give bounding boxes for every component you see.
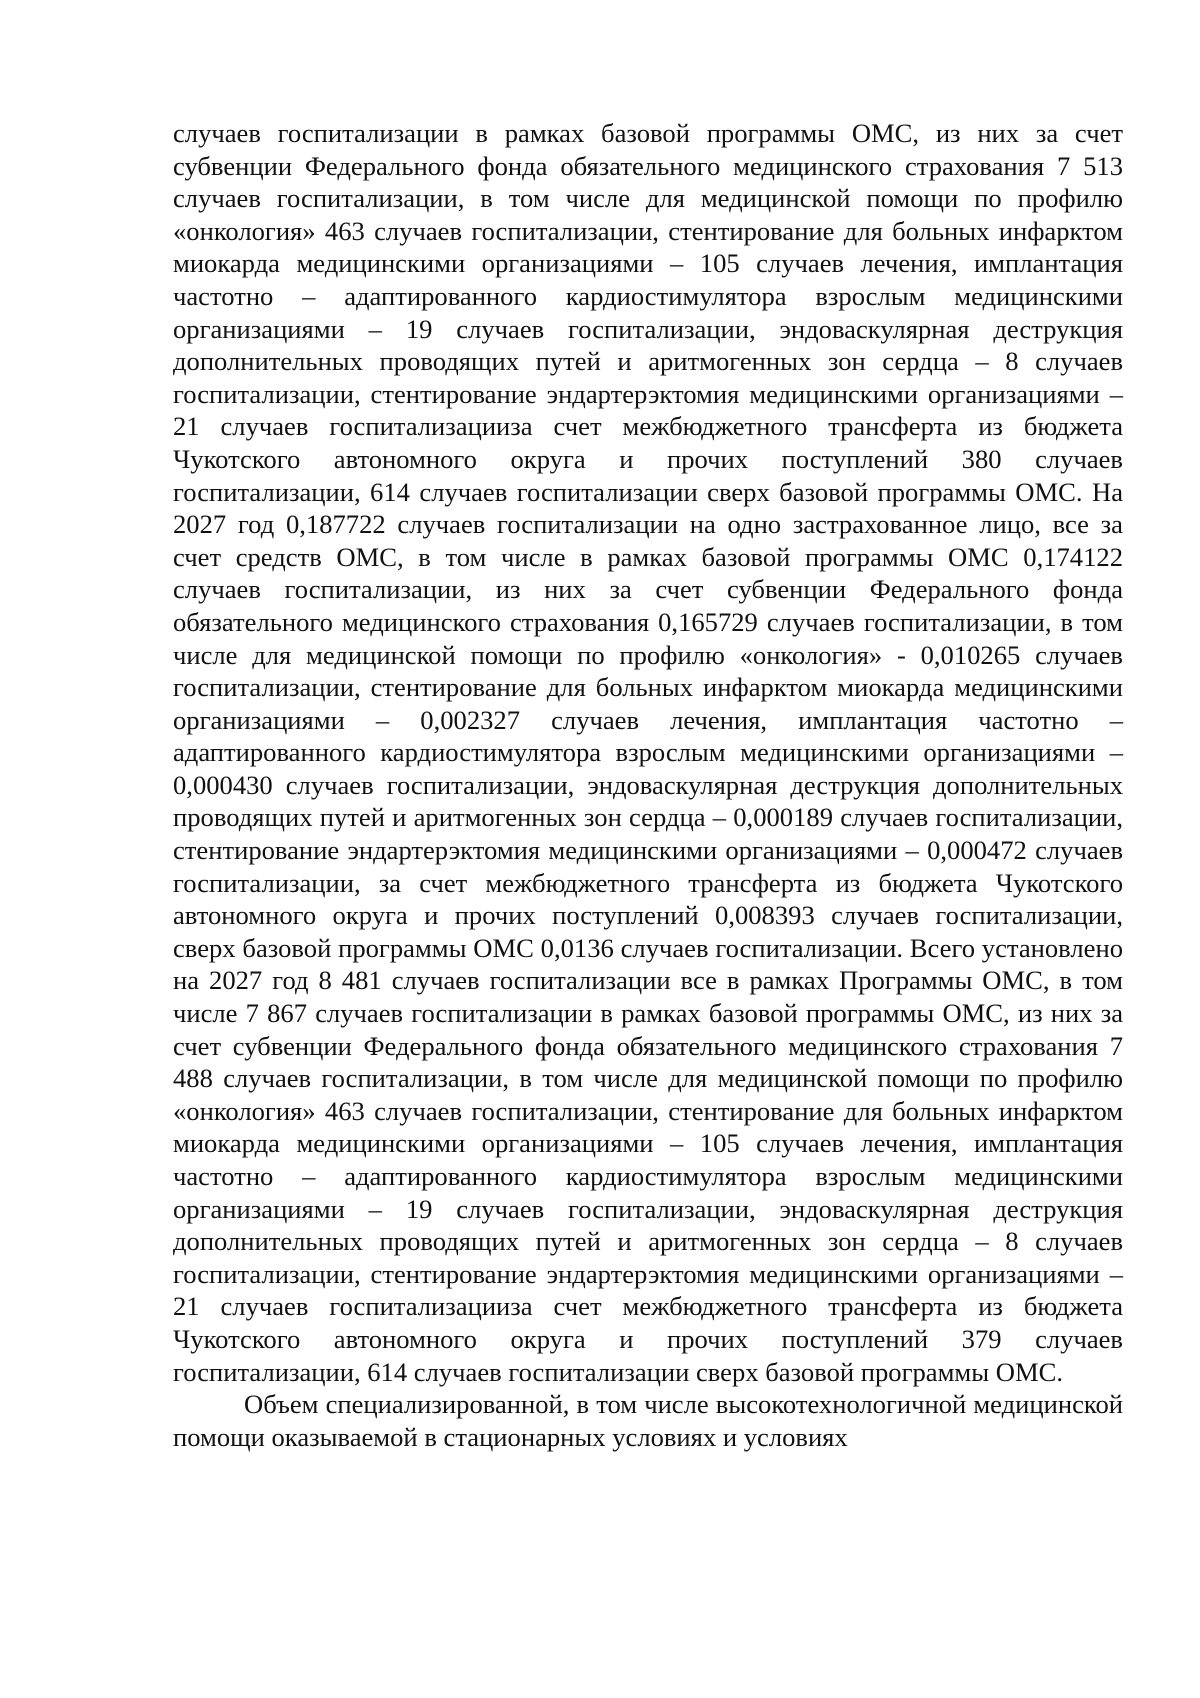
body-text: [173, 117, 1123, 1453]
paragraph-volume: Объем специализированной, в том числе высокотехнологичной медицинской помощи оказываемой в стационарных условиях и условиях: [173, 1389, 1123, 1452]
paragraph-continued: случаев госпитализации в рамках базовой программы ОМС, из них за счет субвенции Федерального фонда обязательного медицинского страхования 7 513 случаев госпитализации, в том числе для медицинской помощи по профилю «онкология» 463 случаев госпитализации, стентирование для больных инфарктом миокарда медицинскими организациями – 105 случаев лечения, имплантация частотно – адаптированного кардиостимулятора взрослым медицинскими организациями – 19 случаев госпитализации, эндоваскулярная деструкция дополнительных проводящих путей и аритмогенных зон сердца – 8 случаев госпитализации, стентирование эндартерэктомия медицинскими организациями – 21 случаев госпитализацииза счет межбюджетного трансферта из бюджета Чукотского автономного округа и прочих поступлений 380 случаев госпитализации, 614 случаев госпитализации сверх базовой программы ОМС. На 2027 год 0,187722 случаев госпитализации на одно застрахованное лицо, все за счет средств ОМС, в том числе в рамках базовой программы ОМС 0,174122 случаев госпитализации, из них за счет субвенции Федерального фонда обязательного медицинского страхования 0,165729 случаев госпитализации, в том числе для медицинской помощи по профилю «онкология» - 0,010265 случаев госпитализации, стентирование для больных инфарктом миокарда медицинскими организациями – 0,002327 случаев лечения, имплантация частотно – адаптированного кардиостимулятора взрослым медицинскими организациями – 0,000430 случаев госпитализации, эндоваскулярная деструкция дополнительных проводящих путей и аритмогенных зон сердца – 0,000189 случаев госпитализации, стентирование эндартерэктомия медицинскими организациями – 0,000472 случаев госпитализации, за счет межбюджетного трансферта из бюджета Чукотского автономного округа и прочих поступлений 0,008393 случаев госпитализации, сверх базовой программы ОМС 0,0136 случаев госпитализации. Всего установлено на 2027 год 8 481 случаев госпитализации все в рамках Программы ОМС, в том числе 7 867 случаев госпитализации в рамках базовой программы ОМС, из них за счет субвенции Федерального фонда обязательного медицинского страхования 7 488 случаев госпитализации, в том числе для медицинской помощи по профилю «онкология» 463 случаев госпитализации, стентирование для больных инфарктом миокарда медицинскими организациями – 105 случаев лечения, имплантация частотно – адаптированного кардиостимулятора взрослым медицинскими организациями – 19 случаев госпитализации, эндоваскулярная деструкция дополнительных проводящих путей и аритмогенных зон сердца – 8 случаев госпитализации, стентирование эндартерэктомия медицинскими организациями – 21 случаев госпитализацииза счет межбюджетного трансферта из бюджета Чукотского автономного округа и прочих поступлений 379 случаев госпитализации, 614 случаев госпитализации сверх базовой программы ОМС.: [173, 118, 1123, 1387]
